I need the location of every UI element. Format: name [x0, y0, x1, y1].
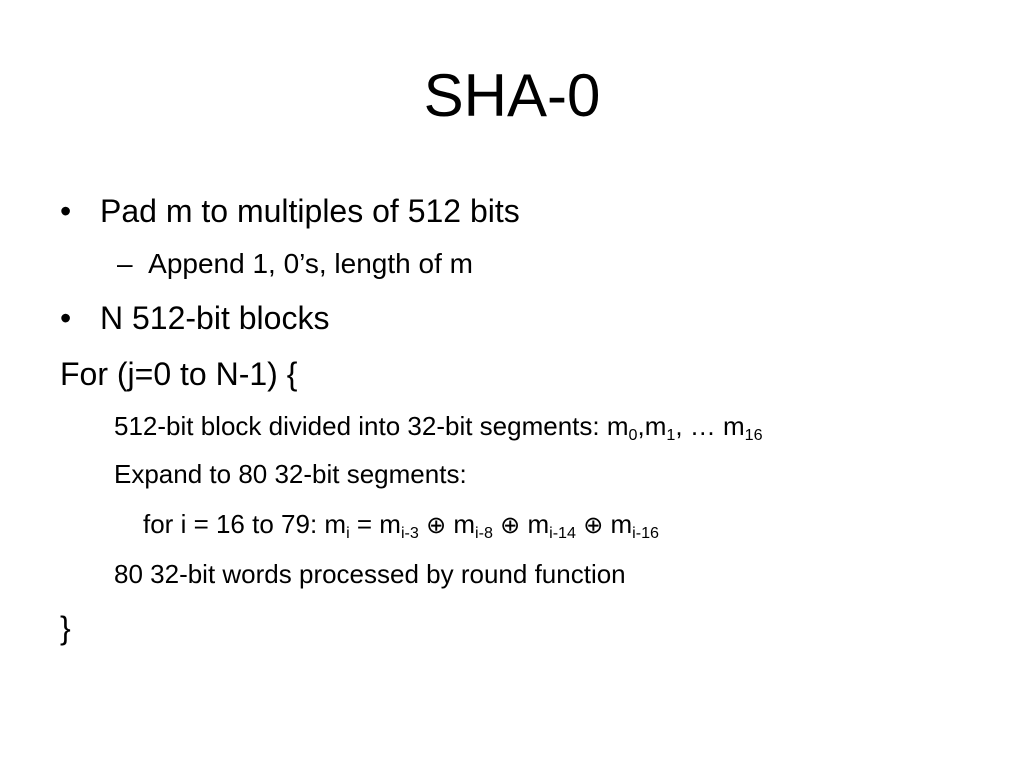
formula-text: m — [453, 509, 476, 539]
slide-title: SHA-0 — [423, 62, 601, 129]
divided-text: 512-bit block divided into 32-bit segments: m — [114, 411, 629, 441]
xor-icon: ⊕ — [583, 511, 604, 539]
sub-bullet-item-append — [117, 250, 473, 278]
subscript: i-16 — [632, 524, 660, 543]
bullet-text: Pad m to multiples of 512 bits — [100, 193, 520, 229]
expansion-formula-line — [143, 509, 660, 543]
subscript: i-14 — [549, 524, 576, 543]
formula-text: m — [527, 509, 550, 539]
subscript: 1 — [666, 426, 676, 445]
subscript: i-3 — [400, 524, 419, 543]
subscript: 16 — [744, 426, 763, 445]
block-divided-line — [114, 411, 763, 445]
bullet-icon: • — [60, 193, 72, 229]
xor-icon: ⊕ — [426, 511, 447, 539]
dash-icon: – — [117, 248, 133, 279]
for-loop-close: } — [60, 610, 71, 646]
subscript: 0 — [628, 426, 638, 445]
expand-line: Expand to 80 32-bit segments: — [114, 459, 467, 489]
xor-icon: ⊕ — [500, 511, 521, 539]
bullet-item-blocks — [60, 302, 329, 334]
bullet-icon: • — [60, 300, 72, 336]
divided-text: ,m — [637, 411, 667, 441]
formula-text: for i = 16 to 79: m — [143, 509, 347, 539]
bullet-text: N 512-bit blocks — [100, 300, 330, 336]
formula-text: m — [610, 509, 633, 539]
sub-bullet-text: Append 1, 0’s, length of m — [148, 248, 473, 279]
formula-text: = m — [349, 509, 401, 539]
processed-line: 80 32-bit words processed by round function — [114, 559, 626, 589]
bullet-item-pad — [60, 195, 520, 227]
subscript: i — [346, 524, 350, 543]
divided-text: , … m — [675, 411, 745, 441]
for-loop-open: For (j=0 to N-1) { — [60, 356, 298, 392]
subscript: i-8 — [475, 524, 493, 543]
